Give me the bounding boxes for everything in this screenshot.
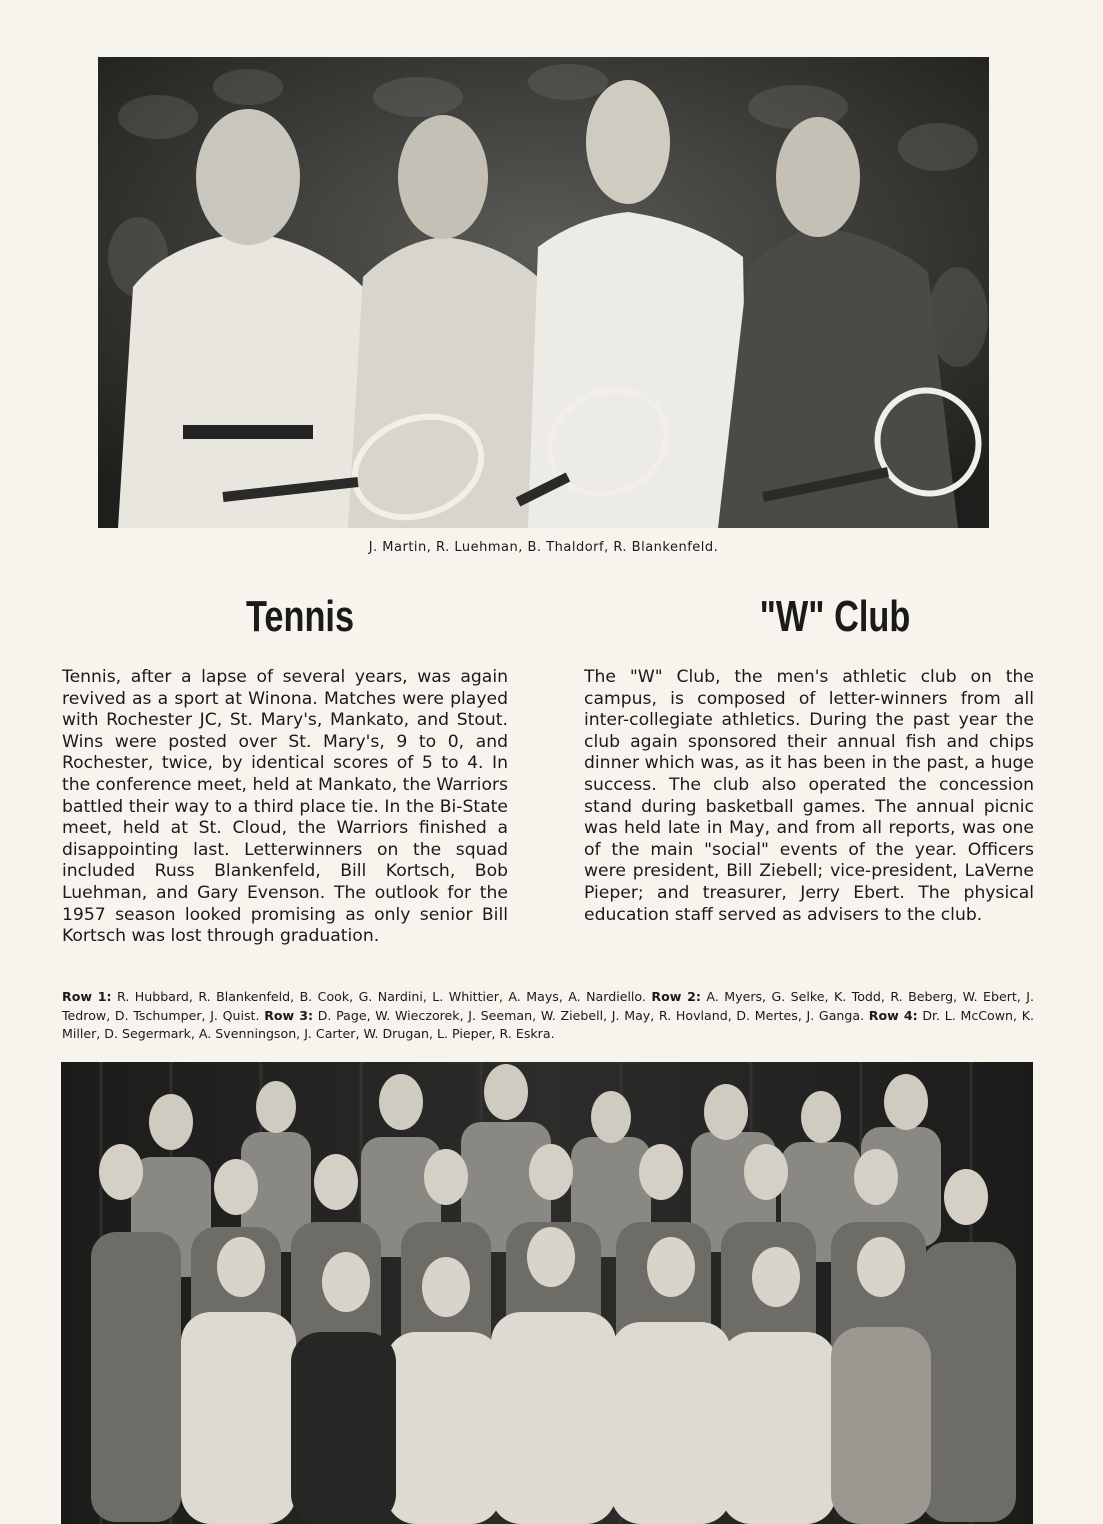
roster-row-1: R. Hubbard, R. Blankenfeld, B. Cook, G. Nardini, L. Whittier, A. Mays, A. Nardiello.	[117, 989, 646, 1004]
w-club-article: The "W" Club, the men's athletic club on the campus, is composed of letter-winners from all inter-collegiate athletics. During the past year the club again sponsored their annual fish and chips dinner which was, as it has been in the past, a huge success. The club also operated the concession stand during basketball games. The annual picnic was held late in May, and from all reports, was one of the main "social" events of the year. Officers were president, Bill Ziebell; vice-president, LaVerne Pieper; and treasurer, Jerry Ebert. The physical education staff served as advisers to the club.	[584, 667, 1034, 925]
tennis-article: Tennis, after a lapse of several years, was again revived as a sport at Winona. Matches were played with Rochester JC, St. Mary's, Mankato, and Stout. Wins were posted over St. Mary's, 9 to 0, and Rochester, twice, by identical scores of 5 to 4. In the conference meet, held at Mankato, the Warriors battled their way to a third place tie. In the Bi-State meet, held at St. Cloud, the Warriors finished a disappointing last. Letterwinners on the squad included Russ Blankenfeld, Bill Kortsch, Bob Luehman, and Gary Evenson. The outlook for the 1957 season looked promising as only senior Bill Kortsch was lost through graduation.	[62, 667, 508, 947]
roster-row-2-label: Row 2:	[651, 989, 701, 1004]
tennis-heading: Tennis	[245, 592, 355, 641]
w-club-roster-caption	[62, 988, 1034, 1044]
tennis-team-photo-illustration	[98, 57, 989, 528]
tennis-team-photo	[98, 57, 989, 528]
w-club-heading: "W" Club	[759, 592, 911, 641]
tennis-photo-caption: J. Martin, R. Luehman, B. Thaldorf, R. Blankenfeld.	[368, 540, 719, 555]
roster-row-2: A. Myers, G. Selke, K. Todd, R. Beberg, W. Ebert, J. Tedrow, D. Tschumper, J. Quist.	[62, 989, 1034, 1023]
roster-row-1-label: Row 1:	[62, 989, 112, 1004]
roster-row-4: Dr. L. McCown, K. Miller, D. Segermark, A. Svenningson, J. Carter, W. Drugan, L. Pieper, R. Eskra.	[62, 1007, 1034, 1041]
w-club-group-photo-illustration	[61, 1062, 1033, 1524]
roster-row-4-label: Row 4:	[868, 1007, 918, 1023]
w-club-group-photo	[61, 1062, 1033, 1524]
roster-row-3: D. Page, W. Wieczorek, J. Seeman, W. Ziebell, J. May, R. Hovland, D. Mertes, J. Ganga.	[317, 1007, 865, 1023]
roster-row-3-label: Row 3:	[264, 1007, 314, 1023]
